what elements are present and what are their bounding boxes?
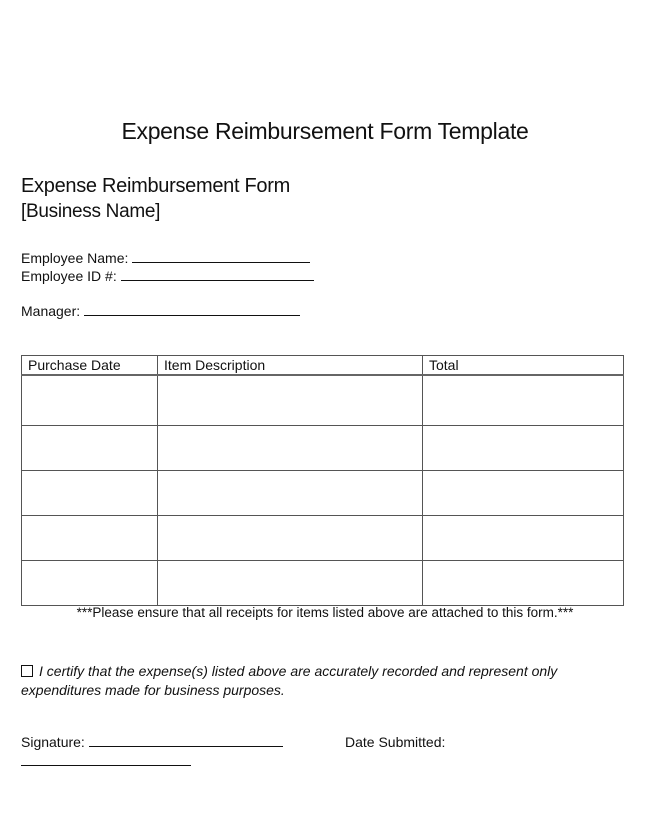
table-row [22,375,624,425]
employee-name-label: Employee Name: [21,250,129,266]
date-submitted-label: Date Submitted: [345,734,446,750]
cell-purchase-date[interactable] [22,470,158,515]
header-item-description: Item Description [158,356,423,376]
cell-purchase-date[interactable] [22,375,158,425]
cell-purchase-date[interactable] [22,515,158,560]
cell-total[interactable] [423,470,624,515]
business-name: [Business Name] [21,201,161,222]
cell-total[interactable] [423,425,624,470]
form-title: Expense Reimbursement Form [21,175,290,197]
employee-name-field[interactable] [21,250,310,266]
employee-id-field[interactable] [21,268,314,284]
employee-id-line[interactable] [121,280,314,281]
expense-table [21,355,624,606]
signature-label: Signature: [21,734,85,750]
header-total: Total [423,356,624,376]
cell-item-description[interactable] [158,425,423,470]
manager-line[interactable] [84,315,300,316]
table-row [22,560,624,605]
header-purchase-date: Purchase Date [22,356,158,376]
cell-item-description[interactable] [158,515,423,560]
cell-purchase-date[interactable] [22,425,158,470]
cell-item-description[interactable] [158,470,423,515]
certify-checkbox[interactable] [21,665,33,677]
table-row [22,515,624,560]
certification [21,662,621,700]
signature-line[interactable] [89,746,283,747]
date-submitted-line[interactable] [21,765,191,766]
signature-field[interactable] [21,734,283,750]
cell-item-description[interactable] [158,560,423,605]
receipts-note: ***Please ensure that all receipts for items listed above are attached to this form.*** [76,605,574,620]
manager-label: Manager: [21,303,81,319]
certification-text: I certify that the expense(s) listed above are accurately recorded and represent only expenditures made for business purposes. [21,663,558,698]
cell-total[interactable] [423,560,624,605]
table-header [22,356,624,376]
cell-total[interactable] [423,515,624,560]
manager-field[interactable] [21,303,300,319]
cell-purchase-date[interactable] [22,560,158,605]
table-row [22,425,624,470]
cell-item-description[interactable] [158,375,423,425]
cell-total[interactable] [423,375,624,425]
employee-name-line[interactable] [132,262,310,263]
employee-id-label: Employee ID #: [21,268,117,284]
document-title: Expense Reimbursement Form Template [121,118,529,144]
table-row [22,470,624,515]
